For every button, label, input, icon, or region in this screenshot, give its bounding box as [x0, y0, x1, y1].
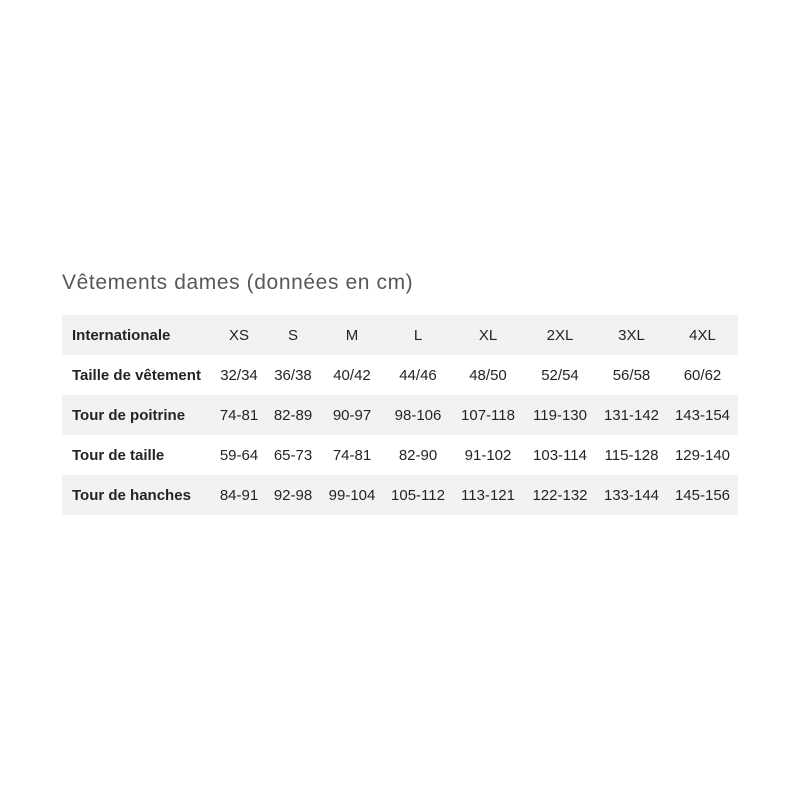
table-row-taille-de-vetement: [62, 355, 738, 395]
table-cell: 122-132: [532, 486, 588, 504]
size-table: [62, 315, 738, 515]
column-header-s: S: [287, 326, 298, 344]
table-cell: 74-81: [219, 406, 259, 424]
table-cell: 82-89: [273, 406, 313, 424]
table-row-tour-de-taille: [62, 435, 738, 475]
table-header-row: [62, 315, 738, 355]
row-label-tour-de-hanches: Tour de hanches: [72, 486, 191, 504]
table-cell: 82-90: [398, 446, 438, 464]
table-cell: 60/62: [683, 366, 722, 384]
column-header-2xl: 2XL: [546, 326, 574, 344]
table-cell: 113-121: [461, 486, 515, 504]
table-cell: 84-91: [219, 486, 259, 504]
row-label-tour-de-poitrine: Tour de poitrine: [72, 406, 186, 424]
table-cell: 48/50: [469, 366, 507, 384]
table-cell: 119-130: [533, 406, 587, 424]
table-cell: 59-64: [219, 446, 259, 464]
table-cell: 105-112: [391, 486, 445, 504]
table-cell: 92-98: [273, 486, 313, 504]
table-cell: 143-154: [674, 406, 731, 424]
table-cell: 99-104: [328, 486, 376, 504]
table-cell: 44/46: [399, 366, 437, 384]
row-label-internationale: Internationale: [72, 326, 171, 344]
column-header-m: M: [345, 326, 359, 344]
column-header-l: L: [413, 326, 423, 344]
table-cell: 115-128: [604, 446, 659, 464]
table-cell: 90-97: [332, 406, 372, 424]
table-cell: 32/34: [220, 366, 258, 384]
table-cell: 91-102: [464, 446, 512, 464]
table-cell: 107-118: [461, 406, 515, 424]
table-cell: 98-106: [394, 406, 442, 424]
column-header-xs: XS: [228, 326, 249, 344]
table-cell: 56/58: [612, 366, 651, 384]
row-label-tour-de-taille: Tour de taille: [72, 446, 165, 464]
table-row-tour-de-poitrine: [62, 395, 738, 435]
column-header-4xl: 4XL: [689, 326, 716, 344]
table-cell: 131-142: [603, 406, 660, 424]
row-label-taille-de-vetement: Taille de vêtement: [72, 366, 201, 384]
table-row-tour-de-hanches: [62, 475, 738, 515]
table-cell: 133-144: [603, 486, 660, 504]
page-title: Vêtements dames (données en cm): [62, 271, 414, 294]
table-cell: 74-81: [332, 446, 372, 464]
table-cell: 129-140: [674, 446, 731, 464]
column-header-xl: XL: [478, 326, 498, 344]
table-cell: 103-114: [533, 446, 587, 464]
table-cell: 40/42: [333, 366, 371, 384]
column-header-3xl: 3XL: [618, 326, 645, 344]
table-cell: 52/54: [541, 366, 579, 384]
table-cell: 36/38: [274, 366, 312, 384]
table-cell: 65-73: [273, 446, 313, 464]
table-cell: 145-156: [674, 486, 731, 504]
